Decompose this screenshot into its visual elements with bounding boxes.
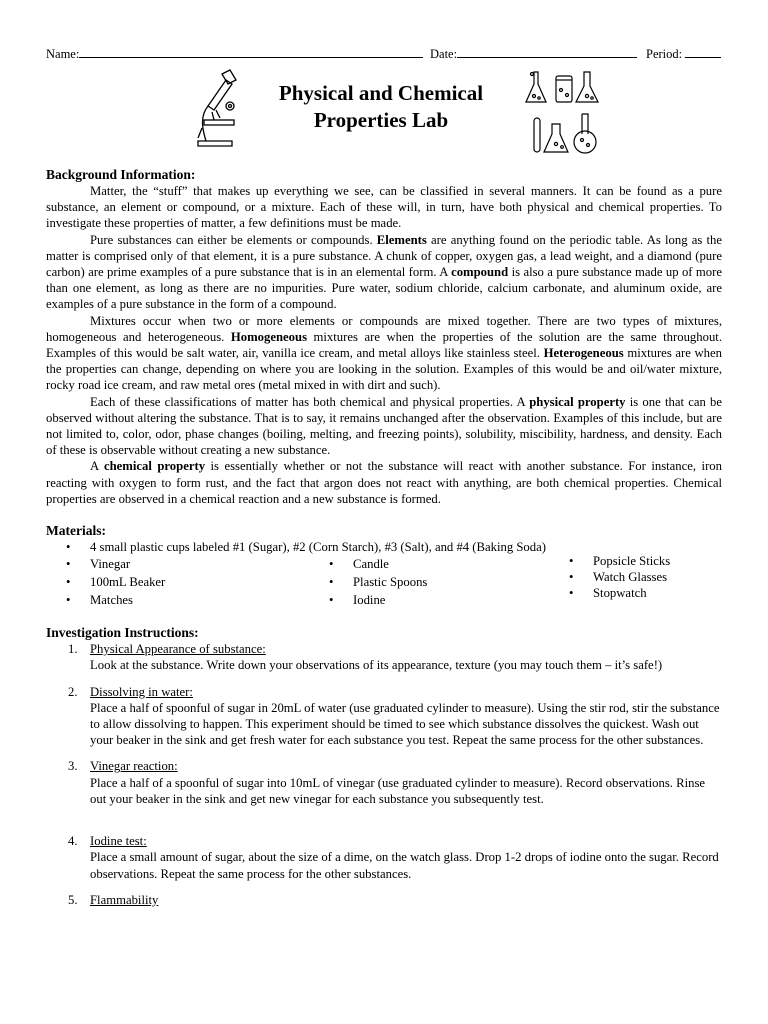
date-field[interactable] [430,46,637,62]
p2-text-e: is also a pure substance made up of more than one element, as long as there are no impurities. Pure water, sodium chloride, calcium carbonate, and aluminum oxide, are examples of a pure substance in the form of a compound. [46,265,722,312]
list-item: • Iodine [309,591,549,609]
step-title: Physical Appearance of substance: [90,642,266,657]
step-title: Iodine test: [90,834,147,849]
step-title: Dissolving in water: [90,684,193,699]
term-chemical-property: chemical property [103,459,206,474]
instruction-step-5 [46,892,722,908]
step-number: 2. [68,684,78,699]
list-item: • Watch Glasses [549,569,722,585]
list-item: • Plastic Spoons [309,573,549,591]
background-heading: Background Information: [46,167,196,182]
materials-columns [46,555,722,609]
p3-text-c: mixtures are when the properties of the solution are the same throughout. Examples of this would be salt water, air, vanilla ice cream, and metal alloys like stainless steel. [46,329,722,361]
step-number: 4. [68,834,78,849]
instruction-step-2 [46,684,722,749]
microscope-icon [186,68,246,150]
step-text: Look at the substance. Write down your observations of its appearance, texture (you may touch them – it’s safe!) [90,658,663,673]
background-paragraph-1 [46,183,722,232]
term-homogeneous: Homogeneous [230,329,307,344]
list-item: • Popsicle Sticks [549,553,722,569]
list-item: • Candle [309,555,549,573]
materials-column-3 [549,553,722,609]
page-title [246,80,516,134]
background-paragraph-5 [46,458,722,507]
term-compound: compound [451,265,509,280]
materials-heading: Materials: [46,523,106,539]
step-text: Place a half of a spoonful of sugar into 10mL of vinegar (use graduated cylinder to measure). Record observations. Rinse out your beaker in the sink and get new vinegar for each substance you subsequently test. [90,775,706,806]
p5-text-a: A [90,459,104,474]
title-line-2: Properties Lab [313,108,449,132]
materials-column-1 [46,555,309,609]
term-physical-property: physical property [529,394,626,409]
p3-text-e: mixtures are when the properties can change, depending on where you are looking in the solution. Examples of this would be and oil/water mixture, rocky road ice cream, and raw metal ores (metal mixed in with dirt and such). [46,346,722,393]
instruction-step-3 [46,758,722,807]
p2-text-a: Pure substances can either be elements or compounds. [90,232,377,247]
step-number: 5. [68,892,78,907]
worksheet-body [46,166,722,918]
instruction-step-4 [46,833,722,882]
step-number: 1. [68,642,78,657]
background-paragraph-3 [46,313,722,394]
title-line-1: Physical and Chemical [278,81,484,105]
list-item: • 4 small plastic cups labeled #1 (Sugar), #2 (Corn Starch), #3 (Salt), and #4 (Baking Soda) [46,539,722,555]
period-field[interactable] [646,46,721,62]
step-number: 3. [68,759,78,774]
list-item: • 100mL Beaker [46,573,309,591]
p3-text-a: Mixtures occur when two or more elements or compounds are mixed together. There are two types of mixtures, homogeneous and heterogeneous. [46,313,722,344]
list-item: • Matches [46,591,309,609]
background-paragraph-4 [46,394,722,459]
step-title: Vinegar reaction: [90,759,178,774]
name-label: Name: [46,47,80,61]
term-heterogeneous: Heterogeneous [543,346,624,361]
list-item: • Vinegar [46,555,309,573]
p5-text-c: is essentially whether or not the substance will react with another substance. For instance, iron reacting with oxygen to form rust, and the fact that argon does not react with anything, are both chemical properties. Chemical properties are observed in a chemical reaction and a new substance is formed. [46,459,722,506]
p4-text-a: Each of these classifications of matter has both chemical and physical properties. A [90,394,530,409]
instructions-heading: Investigation Instructions: [46,625,199,641]
step-text: Place a small amount of sugar, about the size of a dime, on the watch glass. Drop 1-2 drops of iodine onto the sugar. Record observations. Repeat the same process for the other substances. [90,850,719,881]
p2-text-c: are anything found on the periodic table. As long as the matter is comprised only of that element, it is a pure substance. A chunk of copper, oxygen gas, a lead weight, and a diamond (pure carbon) are prime examples of a pure substance that is in an elemental form. A [46,232,722,280]
p4-text-c: is one that can be observed without altering the substance. That is to say, it remains unchanged after the observation. Examples of this include, but are not limited to, color, odor, phase changes (boiling, melting, and freezing points), solubility, miscibility, hardness, and density. Each of these is observable without creating a new substance. [46,394,723,458]
instruction-step-1 [46,641,722,673]
date-label: Date: [430,47,458,61]
name-field[interactable] [46,46,423,62]
list-item: • Stopwatch [549,585,722,601]
background-paragraph-2 [46,232,722,313]
step-title: Flammability [90,892,159,907]
term-elements: Elements [376,232,427,247]
period-label: Period: [646,47,683,61]
materials-column-2 [309,555,549,609]
instructions-list [46,641,722,908]
flasks-icon [524,68,610,156]
p1-text: Matter, the “stuff” that makes up everything we see, can be classified in several manners. It can be found as a pure substance, an element or compound, or a mixture. Each of these will, in turn, have both physical and chemical properties. To investigate these properties of matter, a few definitions must be made. [46,184,722,231]
step-text: Place a half of spoonful of sugar in 20mL of water (use graduated cylinder to measure). Using the stir rod, stir the substance to allow dissolving to happen. This experiment should be timed to see which substance dissolves the quickest. Wash out your beaker in the sink and get fresh water for each substance you test. Repeat the same process for the other substances. [90,700,720,748]
